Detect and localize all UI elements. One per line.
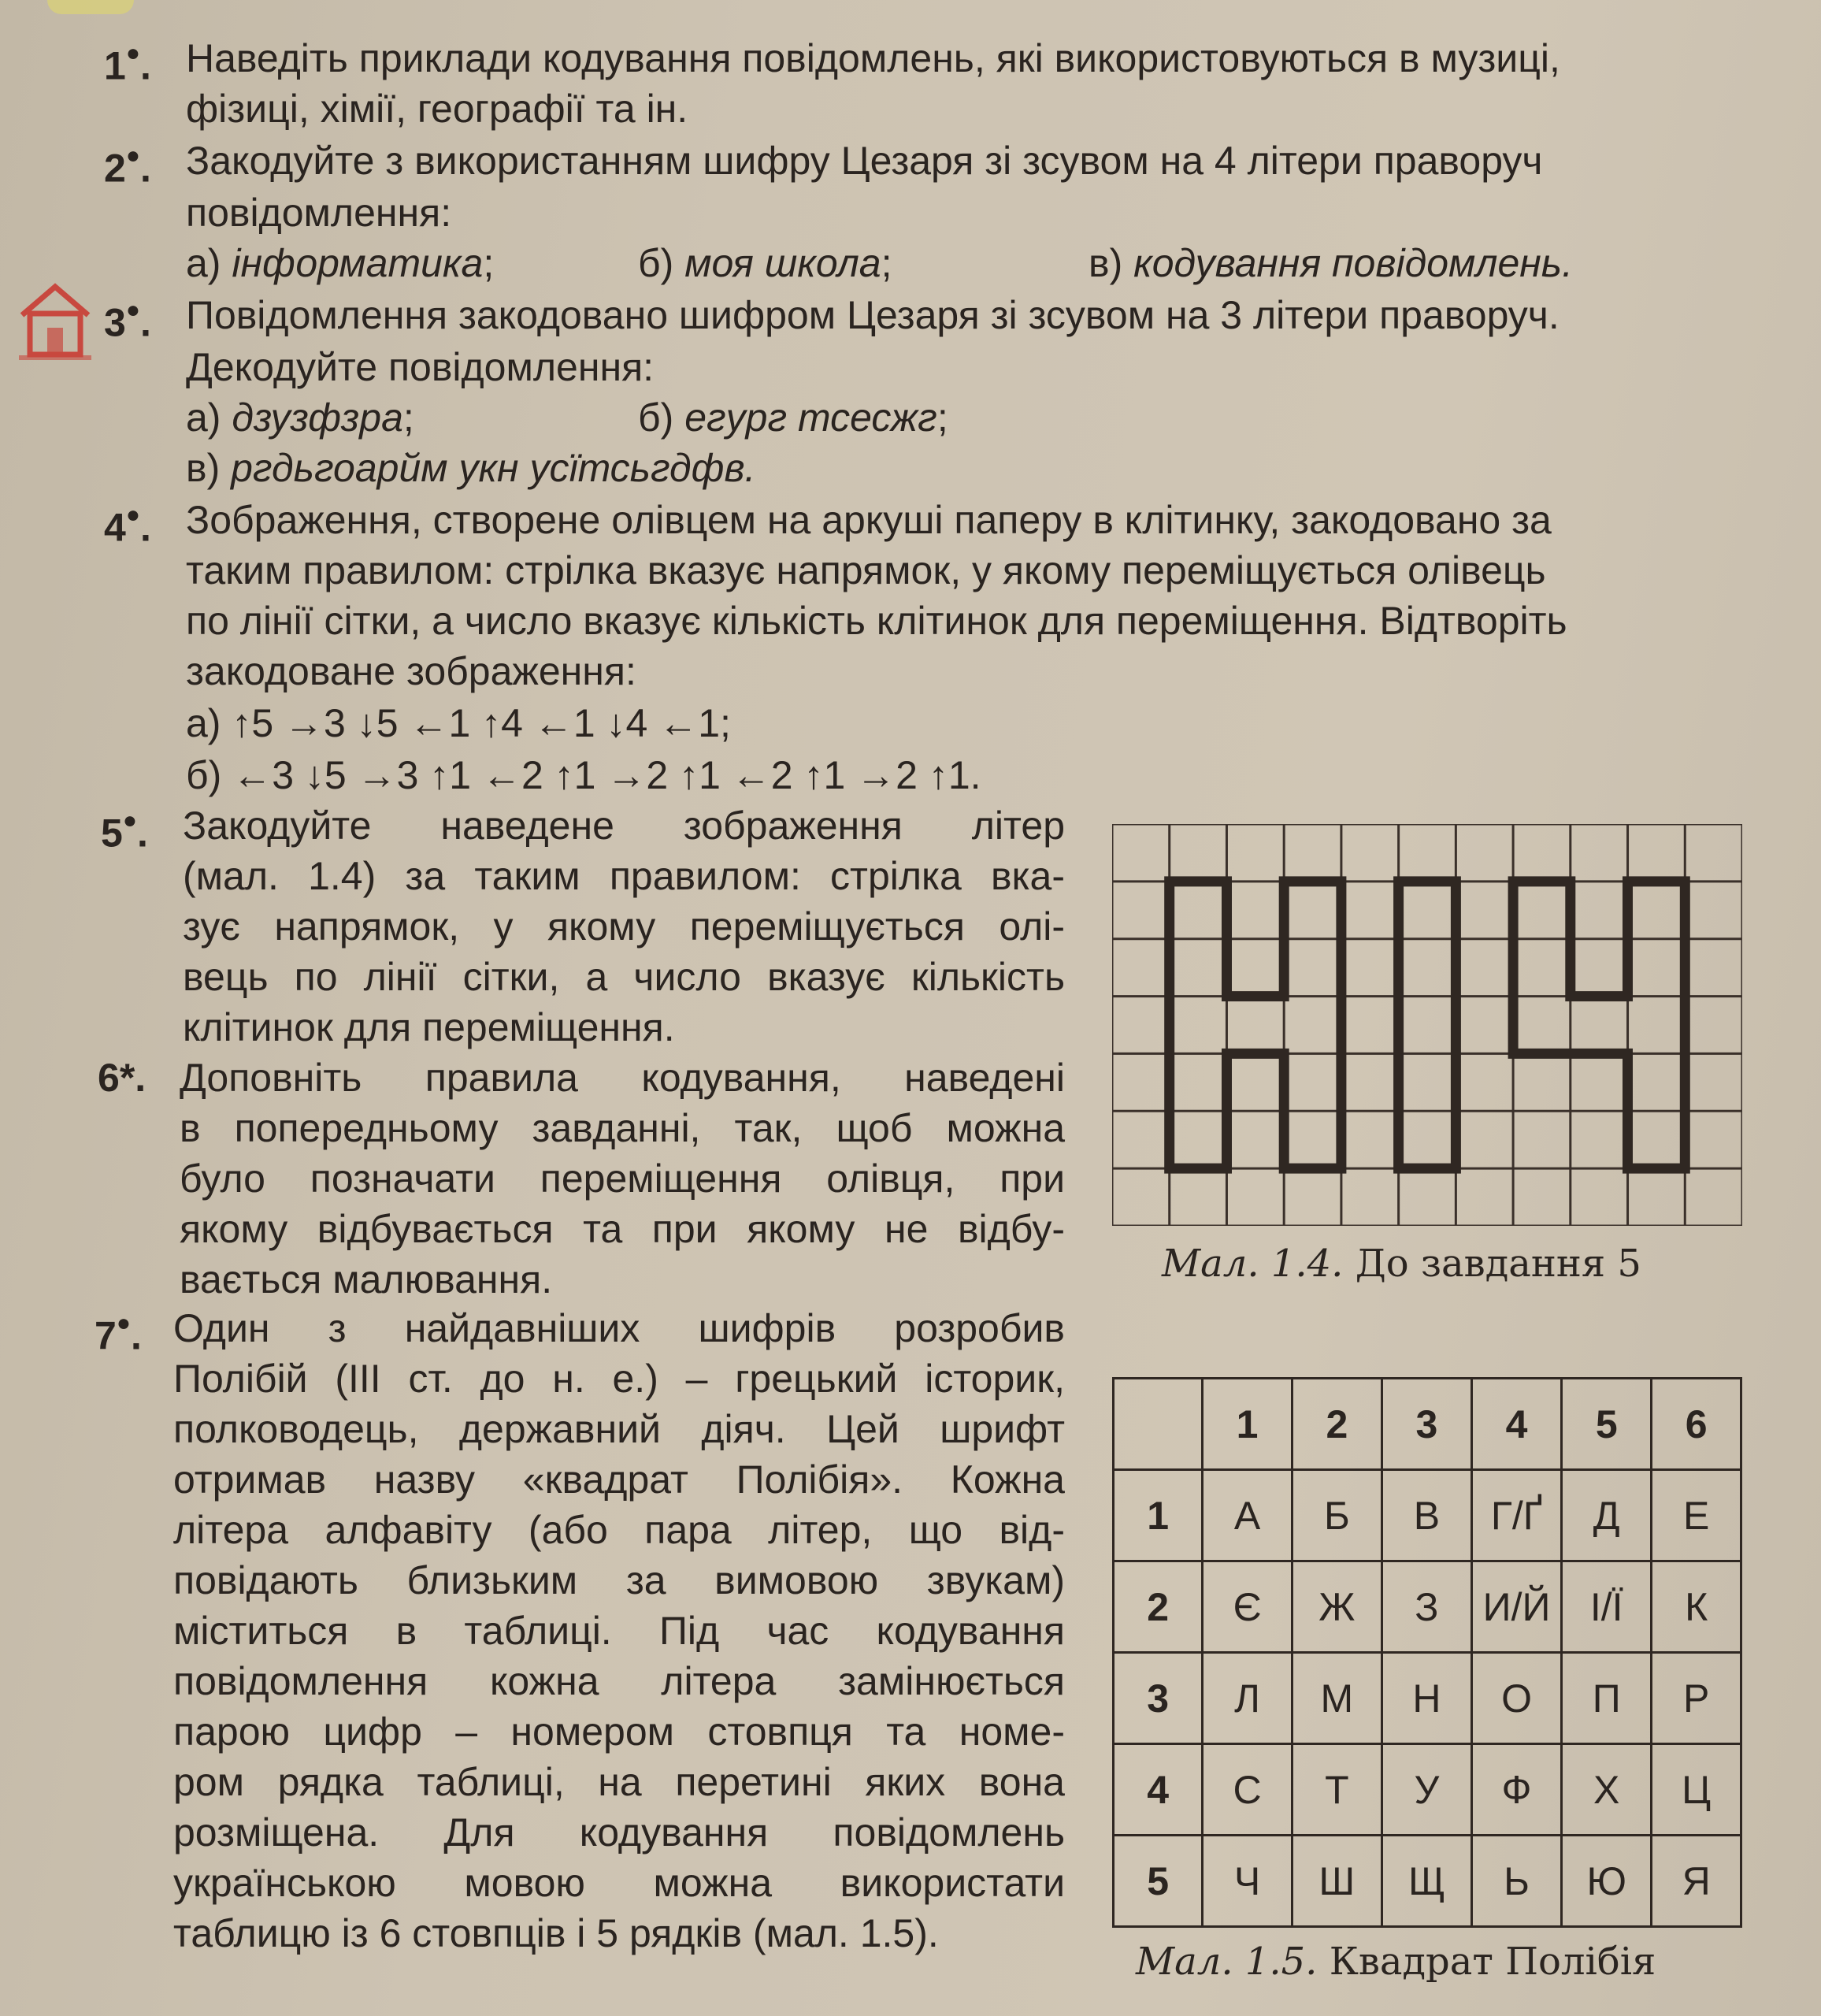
task-number: 6*. xyxy=(98,1056,146,1100)
table-cell: І/Ї xyxy=(1562,1561,1652,1653)
task-number: 1●. xyxy=(104,40,151,88)
table-cell: К xyxy=(1652,1561,1741,1653)
table-cell: И/Й xyxy=(1471,1561,1561,1653)
option-c: в) кодування повідомлень. xyxy=(1089,241,1573,285)
table-cell: Є xyxy=(1203,1561,1293,1653)
table-cell: А xyxy=(1203,1470,1293,1561)
table-cell: Щ xyxy=(1382,1836,1471,1927)
column-header: 2 xyxy=(1292,1379,1382,1470)
table-cell: Т xyxy=(1292,1744,1382,1836)
task-text: Декодуйте повідомлення: xyxy=(186,345,655,389)
option-a: а) ↑5 →3 ↓5 ←1 ↑4 ←1 ↓4 ←1; xyxy=(186,701,731,745)
letter-ch-shape xyxy=(1513,882,1685,1168)
table-row xyxy=(1114,1744,1741,1836)
home-icon xyxy=(16,276,95,362)
row-header: 2 xyxy=(1114,1561,1203,1653)
table-cell: Ю xyxy=(1562,1836,1652,1927)
row-header: 3 xyxy=(1114,1653,1203,1744)
table-cell: Я xyxy=(1652,1836,1741,1927)
task-text: повідають близьким за вимовою звукам) xyxy=(173,1558,1065,1602)
table-cell: Ф xyxy=(1471,1744,1561,1836)
task-text: вець по лінії сітки, а число вказує кількість xyxy=(183,955,1065,999)
task-text: таким правилом: стрілка вказує напрямок, у якому переміщується олівець xyxy=(186,548,1546,592)
table-cell: С xyxy=(1203,1744,1293,1836)
task-number: 7●. xyxy=(95,1310,142,1358)
table-cell: Ц xyxy=(1652,1744,1741,1836)
table-cell: Г/Ґ xyxy=(1471,1470,1561,1561)
option-b: б) моя школа; xyxy=(638,241,892,285)
option-a: а) дзузфзра; xyxy=(186,395,414,440)
task-text: Закодуйте з використанням шифру Цезаря зі зсувом на 4 літери праворуч xyxy=(186,139,1543,183)
figure-1-4-caption: Мал. 1.4. До завдання 5 xyxy=(1162,1242,1641,1286)
table-header-row xyxy=(1114,1379,1741,1470)
table-cell: Ь xyxy=(1471,1836,1561,1927)
task-text: літера алфавіту (або пара літер, що від- xyxy=(173,1508,1065,1552)
task-number: 5●. xyxy=(101,808,148,856)
top-decoration xyxy=(47,0,134,14)
table-cell: Х xyxy=(1562,1744,1652,1836)
table-cell: Ш xyxy=(1292,1836,1382,1927)
task-text: Закодуйте наведене зображення літер xyxy=(183,804,1065,848)
column-header: 6 xyxy=(1652,1379,1741,1470)
task-text: Доповніть правила кодування, наведені xyxy=(180,1056,1065,1100)
task-text: отримав назву «квадрат Полібія». Кожна xyxy=(173,1457,1065,1502)
task-text: полководець, державний діяч. Цей шрифт xyxy=(173,1407,1065,1451)
task-number: 3●. xyxy=(104,297,151,345)
task-number: 4●. xyxy=(104,502,151,550)
task-number: 2●. xyxy=(104,143,151,191)
task-text: Повідомлення закодовано шифром Цезаря зі зсувом на 3 літери праворуч. xyxy=(186,293,1560,337)
task-text: українською мовою можна використати xyxy=(173,1861,1065,1905)
table-cell: П xyxy=(1562,1653,1652,1744)
table-cell: Б xyxy=(1292,1470,1382,1561)
row-header: 4 xyxy=(1114,1744,1203,1836)
table-cell: Н xyxy=(1382,1653,1471,1744)
option-b: б) ←3 ↓5 →3 ↑1 ←2 ↑1 →2 ↑1 ←2 ↑1 →2 ↑1. xyxy=(186,753,981,797)
table-cell: З xyxy=(1382,1561,1471,1653)
task-text: ром рядка таблиці, на перетині яких вона xyxy=(173,1760,1065,1804)
table-row xyxy=(1114,1653,1741,1744)
column-header: 4 xyxy=(1471,1379,1561,1470)
task-text: Зображення, створене олівцем на аркуші паперу в клітинку, закодовано за xyxy=(186,498,1552,542)
task-text: було позначати переміщення олівця, при xyxy=(180,1157,1065,1201)
task-text: клітинок для переміщення. xyxy=(183,1005,675,1049)
option-b: б) егург тсесжг; xyxy=(638,395,948,440)
table-cell: В xyxy=(1382,1470,1471,1561)
table-cell: О xyxy=(1471,1653,1561,1744)
task-text: Полібій (III ст. до н. е.) – грецький історик, xyxy=(173,1357,1065,1401)
task-text: розміщена. Для кодування повідомлень xyxy=(173,1810,1065,1854)
option-a: а) інформатика; xyxy=(186,241,495,285)
option-c: в) ргдьгоарйм укн усїтсьгдфв. xyxy=(186,446,756,490)
task-text: закодоване зображення: xyxy=(186,649,636,693)
task-text: повідомлення кожна літера замінюється xyxy=(173,1659,1065,1703)
column-header: 1 xyxy=(1203,1379,1293,1470)
column-header: 5 xyxy=(1562,1379,1652,1470)
task-text: міститься в таблиці. Під час кодування xyxy=(173,1609,1065,1653)
table-cell: М xyxy=(1292,1653,1382,1744)
row-header: 5 xyxy=(1114,1836,1203,1927)
table-cell: Л xyxy=(1203,1653,1293,1744)
corner-cell xyxy=(1114,1379,1203,1470)
row-header: 1 xyxy=(1114,1470,1203,1561)
task-text: зує напрямок, у якому переміщується олі- xyxy=(183,904,1065,949)
task-text: таблицю із 6 стовпців і 5 рядків (мал. 1.5). xyxy=(173,1911,939,1955)
table-cell: Е xyxy=(1652,1470,1741,1561)
task-text: (мал. 1.4) за таким правилом: стрілка вка- xyxy=(183,854,1065,898)
table-row xyxy=(1114,1561,1741,1653)
task-text: парою цифр – номером стовпця та номе- xyxy=(173,1710,1065,1754)
column-header: 3 xyxy=(1382,1379,1471,1470)
task-text: по лінії сітки, а число вказує кількість клітинок для переміщення. Відтворіть xyxy=(186,599,1567,643)
task-text: Наведіть приклади кодування повідомлень, які використовуються в музиці, xyxy=(186,36,1560,80)
task-text: фізиці, хімії, географії та ін. xyxy=(186,87,688,131)
task-text: повідомлення: xyxy=(186,191,452,235)
table-row xyxy=(1114,1470,1741,1561)
figure-1-4-grid xyxy=(1112,824,1742,1226)
table-cell: Ч xyxy=(1203,1836,1293,1927)
task-text: в попередньому завданні, так, щоб можна xyxy=(180,1106,1065,1150)
task-text: вається малювання. xyxy=(180,1257,553,1301)
letter-k-shape xyxy=(1170,882,1341,1168)
table-cell: Р xyxy=(1652,1653,1741,1744)
table-row xyxy=(1114,1836,1741,1927)
table-cell: Д xyxy=(1562,1470,1652,1561)
letter-o-shape xyxy=(1399,882,1456,1168)
figure-1-5-caption: Мал. 1.5. Квадрат Полібія xyxy=(1136,1940,1656,1984)
task-text: Один з найдавніших шифрів розробив xyxy=(173,1306,1065,1350)
polybius-square-table xyxy=(1112,1377,1742,1928)
table-cell: У xyxy=(1382,1744,1471,1836)
table-cell: Ж xyxy=(1292,1561,1382,1653)
task-text: якому відбувається та при якому не відбу- xyxy=(180,1207,1065,1251)
